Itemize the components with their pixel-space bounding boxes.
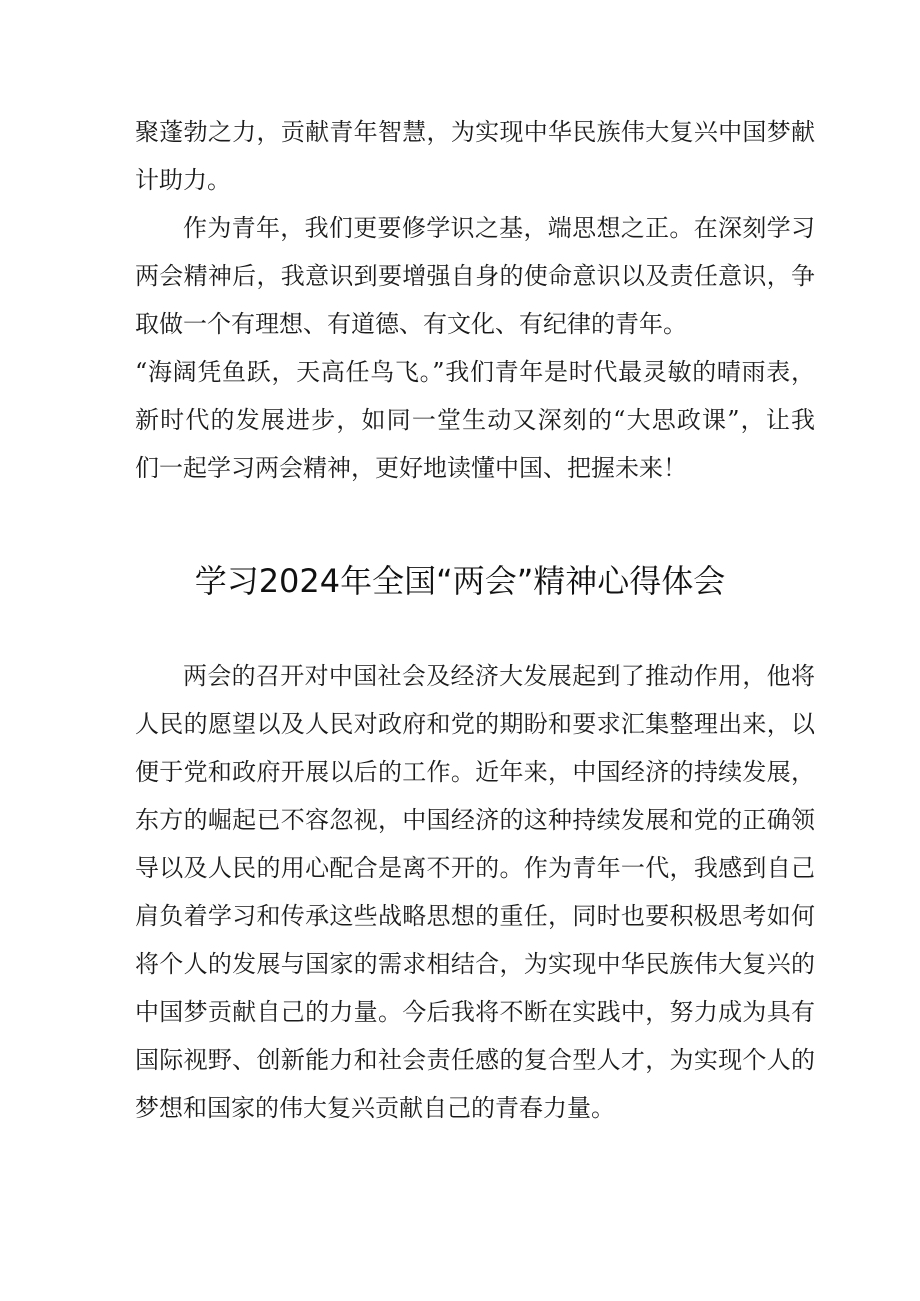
text-line: 国际视野、创新能力和社会责任感的复合型人才，为实现个人的 — [135, 1046, 815, 1074]
text-line: 两会精神后，我意识到要增强自身的使命意识以及责任意识，争 — [135, 262, 815, 290]
text-line: 中国梦贡献自己的力量。今后我将不断在实践中，努力成为具有 — [135, 998, 815, 1026]
text-line: 们一起学习两会精神，更好地读懂中国、把握未来！ — [135, 454, 687, 482]
text-line: 肩负着学习和传承这些战略思想的重任，同时也要积极思考如何 — [135, 902, 815, 930]
text-line: 导以及人民的用心配合是离不开的。作为青年一代，我感到自己 — [135, 854, 815, 882]
text-line: 聚蓬勃之力，贡献青年智慧，为实现中华民族伟大复兴中国梦献 — [135, 118, 815, 146]
text-line: 梦想和国家的伟大复兴贡献自己的青春力量。 — [135, 1094, 615, 1122]
text-line: 两会的召开对中国社会及经济大发展起到了推动作用，他将 — [183, 662, 815, 690]
text-line: 便于党和政府开展以后的工作。近年来，中国经济的持续发展， — [135, 758, 815, 786]
text-line: 新时代的发展进步，如同一堂生动又深刻的“大思政课”，让我 — [135, 406, 815, 434]
text-line: “海阔凭鱼跃，天高任鸟飞。”我们青年是时代最灵敏的晴雨表， — [135, 358, 815, 386]
text-line: 将个人的发展与国家的需求相结合，为实现中华民族伟大复兴的 — [135, 950, 815, 978]
text-line: 东方的崛起已不容忽视，中国经济的这种持续发展和党的正确领 — [135, 806, 815, 834]
text-line: 作为青年，我们更要修学识之基，端思想之正。在深刻学习 — [183, 214, 815, 242]
text-line: 人民的愿望以及人民对政府和党的期盼和要求汇集整理出来，以 — [135, 710, 815, 738]
page-title: 学习2024年全国“两会”精神心得体会 — [194, 562, 726, 600]
text-line: 取做一个有理想、有道德、有文化、有纪律的青年。 — [135, 310, 687, 338]
text-line: 计助力。 — [135, 166, 231, 194]
